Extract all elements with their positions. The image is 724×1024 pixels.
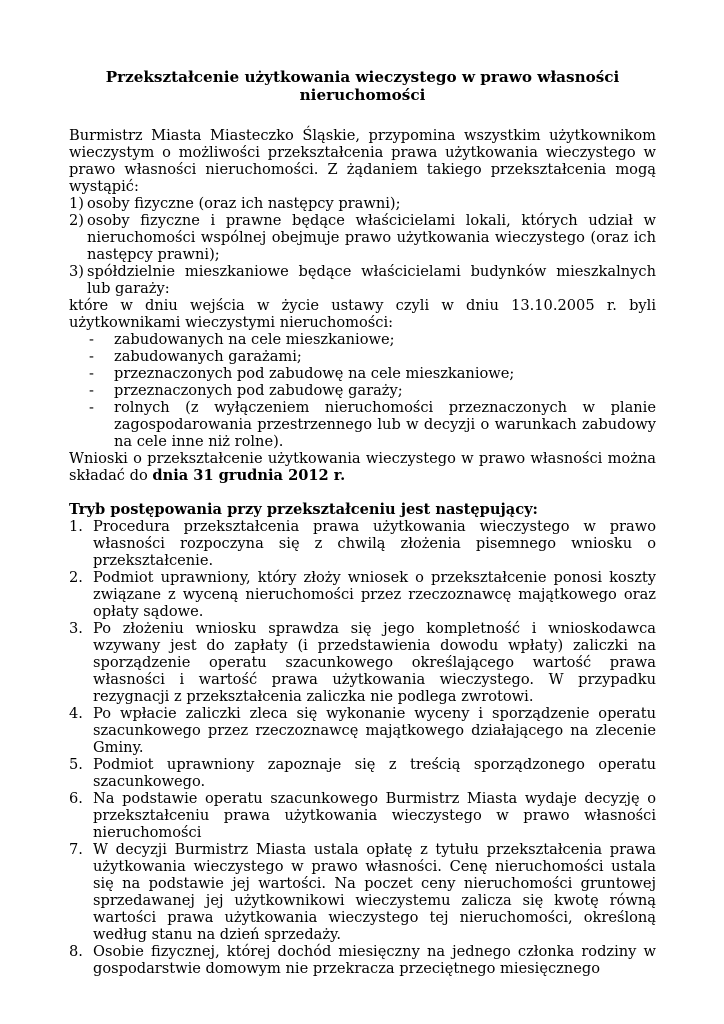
procedure-step-number: 1. — [69, 518, 83, 535]
procedure-step-number: 7. — [69, 841, 83, 858]
deadline-date: dnia 31 grudnia 2012 r. — [152, 467, 346, 484]
procedure-step — [69, 620, 656, 705]
procedure-step-text: Podmiot uprawniony, który złoży wniosek o przekształcenie ponosi koszty związane z wyceną nieruchomości przez rzeczoznawcę majątkowego oraz opłaty sądowe. — [93, 569, 656, 620]
procedure-step — [69, 841, 656, 943]
procedure-step-text: Osobie fizycznej, której dochód miesięczny na jednego członka rodziny w gospodarstwie domowym nie przekracza przeciętnego miesięcznego — [93, 943, 656, 977]
procedure-step-text: W decyzji Burmistrz Miasta ustala opłatę z tytułu przekształcenia prawa użytkowania wieczystego w prawo własności. Cenę nieruchomości ustala się na podstawie jej wartości. Na poczet ceny nieruchomości gruntowej sprzedawanej jej użytkownikowi wieczystemu zalicza się kwotę równą wartości prawa użytkowania wieczystego tej nieruchomości, określoną według stanu na dzień sprzedaży. — [93, 841, 656, 943]
eligible-item-number: 3) — [69, 263, 84, 280]
property-type-item — [89, 382, 656, 399]
deadline-prefix: Wnioski o przekształcenie użytkowania wieczystego w prawo własności można składać do — [69, 450, 656, 484]
procedure-list — [69, 518, 656, 977]
dash-bullet: - — [89, 331, 94, 348]
property-type-item — [89, 331, 656, 348]
property-type-item — [89, 365, 656, 382]
dash-bullet: - — [89, 348, 94, 365]
property-type-text: przeznaczonych pod zabudowę na cele mieszkaniowe; — [114, 365, 515, 382]
procedure-step-text: Procedura przekształcenia prawa użytkowania wieczystego w prawo własności rozpoczyna się z chwilą złożenia pisemnego wniosku o przekształcenie. — [93, 518, 656, 569]
section-spacer — [69, 484, 656, 501]
procedure-step-number: 8. — [69, 943, 83, 960]
dash-bullet: - — [89, 382, 94, 399]
eligible-item-text: spółdzielnie mieszkaniowe będące właścicielami budynków mieszkalnych lub garaży: — [87, 263, 656, 297]
property-type-item — [89, 348, 656, 365]
eligible-item-number: 1) — [69, 195, 84, 212]
procedure-heading: Tryb postępowania przy przekształceniu jest następujący: — [69, 501, 538, 518]
eligible-item-text: osoby fizyczne (oraz ich następcy prawni); — [87, 195, 401, 212]
procedure-step-number: 3. — [69, 620, 83, 637]
eligible-item-number: 2) — [69, 212, 84, 229]
dash-bullet: - — [89, 365, 94, 382]
procedure-step — [69, 518, 656, 569]
title-line-2: nieruchomości — [299, 86, 426, 104]
procedure-step — [69, 756, 656, 790]
property-type-item — [89, 399, 656, 450]
eligible-item — [69, 195, 656, 212]
title-line-1: Przekształcenie użytkowania wieczystego w prawo własności — [105, 68, 620, 86]
eligible-item-text: osoby fizyczne i prawne będące właścicielami lokali, których udział w nieruchomości wspólnej obejmuje prawo użytkowania wieczystego (oraz ich następcy prawni); — [87, 212, 656, 263]
procedure-step — [69, 790, 656, 841]
intro-paragraph: Burmistrz Miasta Miasteczko Śląskie, przypomina wszystkim użytkownikom wieczystym o możliwości przekształcenia prawa użytkowania wieczystego w prawo własności nieruchomości. Z żądaniem takiego przekształcenia mogą wystąpić: — [69, 127, 656, 195]
eligible-item — [69, 212, 656, 263]
property-type-text: zabudowanych na cele mieszkaniowe; — [114, 331, 395, 348]
property-type-list — [69, 331, 656, 450]
property-type-text: przeznaczonych pod zabudowę garaży; — [114, 382, 403, 399]
document-title — [69, 68, 656, 104]
dash-bullet: - — [89, 399, 94, 416]
procedure-step — [69, 943, 656, 977]
procedure-step-text: Po wpłacie zaliczki zleca się wykonanie wyceny i sporządzenie operatu szacunkowego przez rzeczoznawcę majątkowego działającego na zlecenie Gminy. — [93, 705, 656, 756]
procedure-step-text: Po złożeniu wniosku sprawdza się jego kompletność i wnioskodawca wzywany jest do zapłaty (i przedstawienia dowodu wpłaty) zaliczki na sporządzenie operatu szacunkowego określającego wartość prawa własności i wartość prawa użytkowania wieczystego. W przypadku rezygnacji z przekształcenia zaliczka nie podlega zwrotowi. — [93, 620, 656, 705]
eligible-item — [69, 263, 656, 297]
procedure-step-number: 6. — [69, 790, 83, 807]
condition-paragraph: które w dniu wejścia w życie ustawy czyli w dniu 13.10.2005 r. byli użytkownikami wieczystymi nieruchomości: — [69, 297, 656, 331]
procedure-step-number: 4. — [69, 705, 83, 722]
procedure-step-number: 2. — [69, 569, 83, 586]
property-type-text: zabudowanych garażami; — [114, 348, 302, 365]
procedure-step-text: Na podstawie operatu szacunkowego Burmistrz Miasta wydaje decyzję o przekształceniu prawa użytkowania wieczystego w prawo własności nieruchomości — [93, 790, 656, 841]
document-page — [69, 68, 656, 977]
eligible-list — [69, 195, 656, 297]
deadline-paragraph — [69, 450, 656, 484]
procedure-step — [69, 705, 656, 756]
property-type-text: rolnych (z wyłączeniem nieruchomości przeznaczonych w planie zagospodarowania przestrzennego lub w decyzji o warunkach zabudowy na cele inne niż rolne). — [114, 399, 656, 450]
procedure-step-number: 5. — [69, 756, 83, 773]
procedure-step-text: Podmiot uprawniony zapoznaje się z treścią sporządzonego operatu szacunkowego. — [93, 756, 656, 790]
procedure-step — [69, 569, 656, 620]
